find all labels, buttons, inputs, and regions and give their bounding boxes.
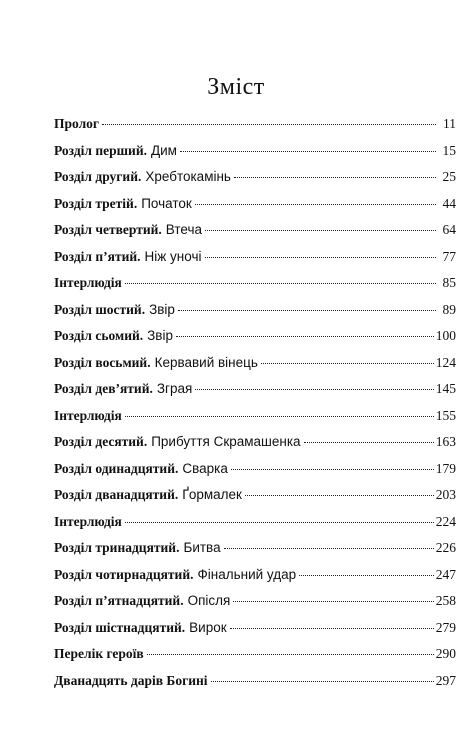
toc-entry-label: Розділ чотирнадцятий. (54, 566, 194, 582)
toc-entry-label: Розділ шістнадцятий. (54, 619, 186, 635)
toc-entry-subtitle: Зграя (156, 381, 193, 396)
toc-entry-page-number: 89 (442, 301, 456, 317)
toc-entry-label: Розділ п’ятнадцятий. (54, 593, 184, 608)
toc-entry (54, 459, 456, 486)
toc-entry-subtitle: Втеча (165, 222, 202, 237)
toc-entry-page-number: 226 (435, 540, 456, 555)
toc-entry-label: Розділ дев’ятий. (54, 381, 153, 396)
table-of-contents (54, 114, 456, 697)
dot-leader (195, 204, 436, 205)
dot-leader (205, 257, 437, 258)
dot-leader (304, 442, 434, 443)
toc-entry-subtitle: Ґормалек (182, 487, 242, 502)
dot-leader (125, 522, 434, 523)
toc-entry (54, 565, 456, 592)
dot-leader (230, 628, 434, 629)
toc-entry (54, 432, 456, 459)
toc-entry-subtitle: Ніж уночі (144, 248, 202, 264)
dot-leader (234, 177, 436, 178)
toc-entry-page-number: 100 (435, 328, 456, 343)
toc-entry-label: Розділ одинадцятий. (54, 460, 179, 476)
dot-leader (299, 575, 434, 576)
toc-entry-label: Розділ шостий. (54, 301, 146, 317)
toc-entry-subtitle: Прибуття Скрамашенка (151, 434, 301, 449)
toc-entry-page-number: 297 (435, 672, 456, 688)
toc-entry-label: Розділ п’ятий. (54, 248, 141, 264)
toc-entry-subtitle: Кервавий вінець (154, 354, 258, 370)
dot-leader (224, 548, 434, 549)
toc-entry (54, 247, 456, 274)
toc-entry (54, 326, 456, 353)
toc-entry-label: Інтерлюдія (54, 275, 122, 290)
toc-entry-page-number: 77 (442, 248, 456, 264)
toc-entry (54, 300, 456, 327)
toc-entry-subtitle: Звір (149, 301, 175, 317)
toc-entry-label: Розділ тринадцятий. (54, 540, 180, 555)
toc-entry-label: Розділ сьомий. (54, 328, 144, 343)
toc-entry-page-number: 124 (435, 354, 456, 370)
dot-leader (178, 310, 436, 311)
toc-entry (54, 406, 456, 433)
toc-entry (54, 538, 456, 565)
toc-entry-label: Інтерлюдія (54, 513, 122, 529)
toc-entry-page-number: 179 (435, 460, 456, 476)
dot-leader (233, 601, 433, 602)
toc-entry-subtitle: Битва (183, 540, 221, 555)
toc-entry-label: Пролог (54, 116, 100, 131)
dot-leader (102, 124, 436, 125)
toc-entry-label: Розділ другий. (54, 169, 142, 184)
toc-entry-label: Розділ десятий. (54, 434, 148, 449)
toc-entry-label: Дванадцять дарів Богині (54, 672, 208, 688)
toc-entry-page-number: 279 (435, 619, 456, 635)
toc-entry (54, 141, 456, 168)
toc-entry-subtitle: Дим (150, 142, 177, 158)
dot-leader (176, 336, 434, 337)
toc-entry (54, 671, 456, 698)
toc-entry-subtitle: Звір (147, 328, 173, 343)
toc-entry-label: Розділ перший. (54, 142, 147, 158)
toc-entry-label: Перелік героїв (54, 646, 144, 661)
dot-leader (147, 654, 434, 655)
toc-entry (54, 220, 456, 247)
toc-entry-page-number: 290 (435, 646, 456, 661)
toc-entry (54, 618, 456, 645)
toc-entry-label: Розділ восьмий. (54, 354, 151, 370)
toc-entry-page-number: 15 (442, 142, 456, 158)
toc-entry-page-number: 224 (435, 513, 456, 529)
dot-leader (195, 389, 433, 390)
dot-leader (125, 416, 434, 417)
dot-leader (245, 495, 434, 496)
page-title: Зміст (207, 74, 265, 101)
toc-entry-subtitle: Початок (141, 195, 192, 211)
toc-entry-label: Розділ четвертий. (54, 222, 162, 237)
toc-entry-page-number: 44 (442, 195, 456, 211)
dot-leader (205, 230, 436, 231)
dot-leader (231, 469, 434, 470)
toc-entry-page-number: 203 (435, 487, 456, 502)
toc-entry (54, 485, 456, 512)
toc-entry (54, 591, 456, 618)
toc-entry (54, 644, 456, 671)
toc-entry-page-number: 11 (443, 116, 456, 131)
dot-leader (180, 151, 436, 152)
toc-entry-page-number: 155 (435, 407, 456, 423)
toc-entry-page-number: 247 (435, 566, 456, 582)
toc-entry-page-number: 25 (442, 169, 456, 184)
toc-entry (54, 273, 456, 300)
toc-entry (54, 512, 456, 539)
toc-entry-page-number: 64 (442, 222, 456, 237)
toc-entry-label: Розділ дванадцятий. (54, 487, 179, 502)
toc-entry-page-number: 163 (435, 434, 456, 449)
toc-entry-subtitle: Хребтокамінь (145, 169, 231, 184)
dot-leader (125, 283, 436, 284)
toc-entry (54, 379, 456, 406)
dot-leader (261, 363, 434, 364)
toc-entry-page-number: 258 (435, 593, 456, 608)
toc-entry-subtitle: Сварка (182, 460, 228, 476)
toc-entry (54, 353, 456, 380)
toc-entry-page-number: 85 (442, 275, 456, 290)
toc-entry (54, 167, 456, 194)
toc-entry-subtitle: Фінальний удар (197, 566, 297, 582)
toc-entry (54, 114, 456, 141)
toc-entry-subtitle: Вирок (189, 619, 227, 635)
toc-entry-label: Розділ третій. (54, 195, 138, 211)
dot-leader (211, 681, 434, 682)
toc-entry-label: Інтерлюдія (54, 407, 122, 423)
toc-entry-subtitle: Опісля (187, 593, 231, 608)
toc-entry (54, 194, 456, 221)
toc-entry-page-number: 145 (435, 381, 456, 396)
